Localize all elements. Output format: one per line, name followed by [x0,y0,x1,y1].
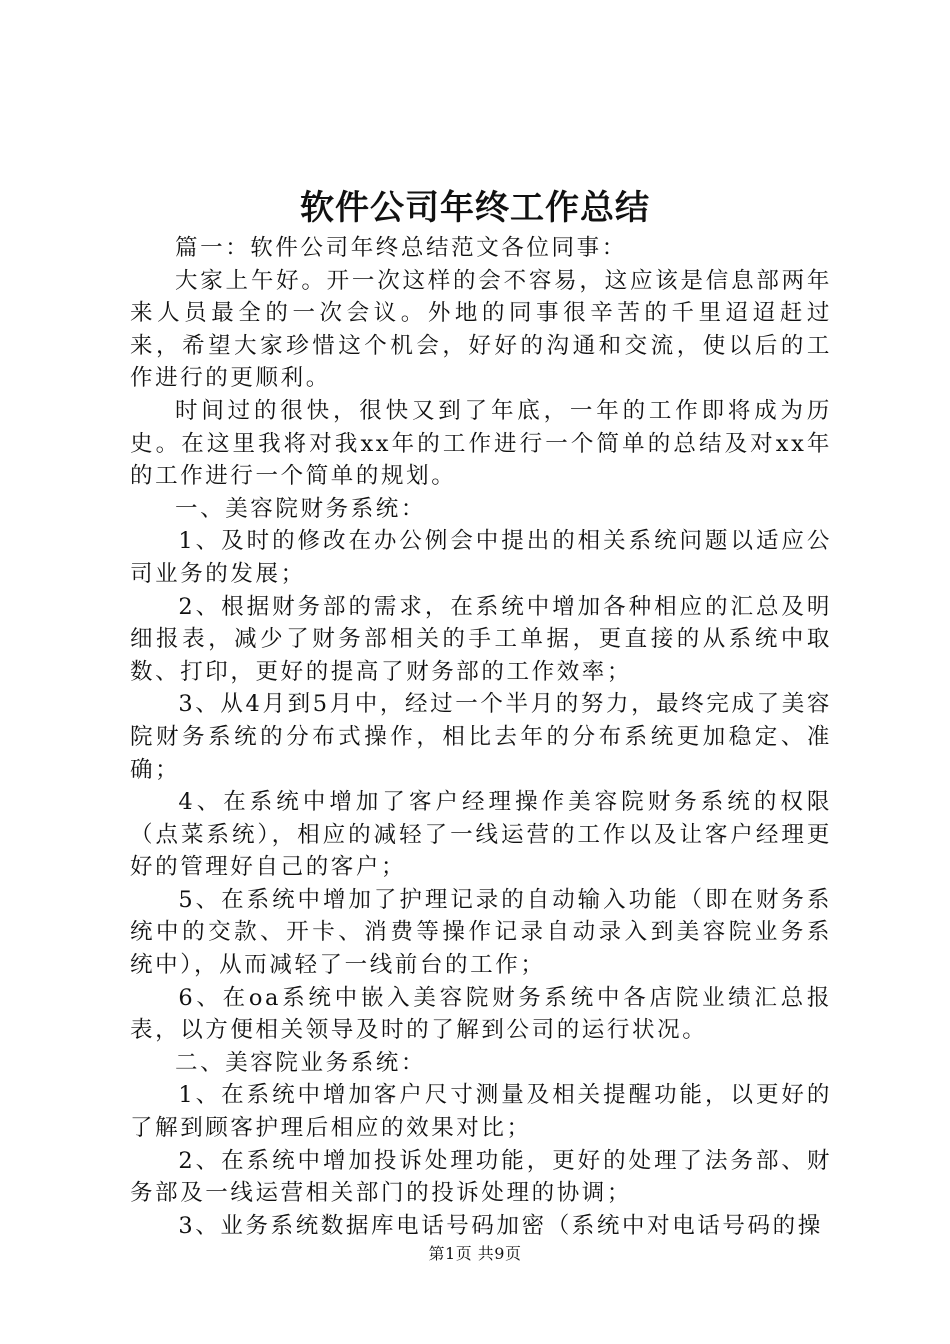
list-item: 2、在系统中增加投诉处理功能，更好的处理了法务部、财务部及一线运营相关部门的投诉处理的协调； [130,1147,832,1207]
page-number-footer: 第1页 共9页 [428,1244,522,1263]
paragraph: 时间过的很快，很快又到了年底，一年的工作即将成为历史。在这里我将对我xx年的工作进行一个简单的总结及对xx年的工作进行一个简单的规划。 [130,397,832,490]
list-item: 2、根据财务部的需求，在系统中增加各种相应的汇总及明细报表，减少了财务部相关的手工单据，更直接的从系统中取数、打印，更好的提高了财务部的工作效率； [130,593,832,685]
list-item: 1、在系统中增加客户尺寸测量及相关提醒功能，以更好的了解到顾客护理后相应的效果对比； [130,1082,832,1142]
section-heading: 一、美容院财务系统： [175,495,427,522]
paragraph: 大家上午好。开一次这样的会不容易，这应该是信息部两年来人员最全的一次会议。外地的同事很辛苦的千里迢迢赶过来，希望大家珍惜这个机会，好好的沟通和交流，使以后的工作进行的更顺利。 [130,267,832,392]
list-item: 3、从4月到5月中，经过一个半月的努力，最终完成了美容院财务系统的分布式操作，相比去年的分布系统更加稳定、准确； [130,691,832,783]
paragraph: 篇一：软件公司年终总结范文各位同事： [175,235,627,261]
list-item: 4、在系统中增加了客户经理操作美容院财务系统的权限（点菜系统），相应的减轻了一线运营的工作以及让客户经理更好的管理好自己的客户； [130,789,832,881]
list-item: 1、及时的修改在办公例会中提出的相关系统问题以适应公司业务的发展； [130,528,832,587]
list-item: 5、在系统中增加了护理记录的自动输入功能（即在财务系统中的交款、开卡、消费等操作记录自动录入到美容院业务系统中），从而减轻了一线前台的工作； [130,886,832,979]
section-heading: 二、美容院业务系统： [175,1049,427,1076]
list-item: 6、在oa系统中嵌入美容院财务系统中各店院业绩汇总报表，以方便相关领导及时的了解到公司的运行状况。 [130,984,832,1044]
list-item: 3、业务系统数据库电话号码加密（系统中对电话号码的操 [178,1212,823,1239]
document-body [130,232,832,1242]
document-title: 软件公司年终工作总结 [300,188,650,228]
